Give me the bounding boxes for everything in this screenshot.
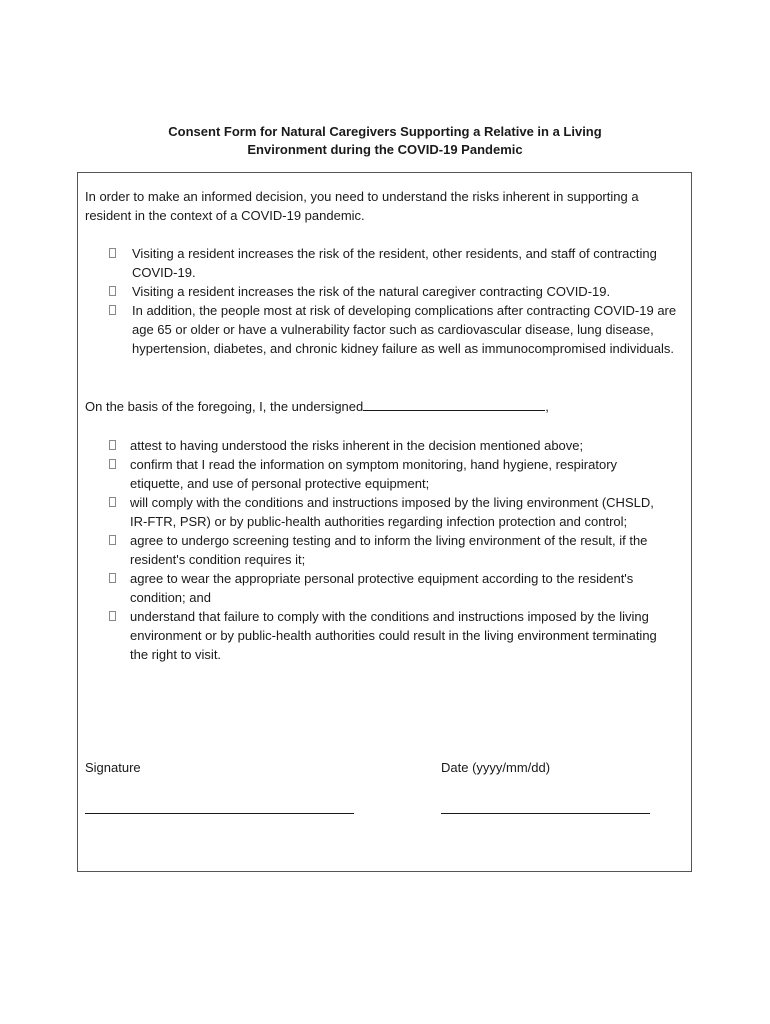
form-title-line-2: Environment during the COVID-19 Pandemic [247,142,523,157]
risk-item [78,301,688,358]
form-title-line-1: Consent Form for Natural Caregivers Supporting a Relative in a Living [168,124,602,139]
attestation-text: attest to having understood the risks inherent in the decision mentioned above; [130,438,584,453]
attestation-item [78,493,688,531]
risk-item-text: Visiting a resident increases the risk of the resident, other residents, and staff of contracting COVID-19. [132,246,657,280]
date-field[interactable] [441,813,650,814]
attestation-text: confirm that I read the information on symptom monitoring, hand hygiene, respiratory etiquette, and use of personal protective equipment; [130,457,618,491]
risk-list [78,244,688,358]
attestation-text: will comply with the conditions and instructions imposed by the living environment (CHSLD, IR-FTR, PSR) or by public-health authorities regarding infection protection and control; [130,495,654,529]
risk-item-text: In addition, the people most at risk of developing complications after contracting COVID-19 are age 65 or older or have a vulnerability factor such as cardiovascular disease, lung disease, hypertension, diabetes, and chronic kidney failure as well as immunocompromised individuals. [132,303,677,356]
checkbox-icon[interactable] [109,248,116,258]
checkbox-icon[interactable] [109,459,116,469]
attestation-item [78,531,688,569]
undersigned-text: On the basis of the foregoing, I, the undersigned [85,399,364,414]
attestation-text: agree to undergo screening testing and to inform the living environment of the result, if the resident's condition requires it; [130,533,648,567]
attestation-item [78,455,688,493]
checkbox-icon[interactable] [109,611,116,621]
attestation-item [78,569,688,607]
undersigned-name-field[interactable] [363,397,545,411]
form-title [0,123,770,159]
risk-item [78,244,688,282]
date-label: Date (yyyy/mm/dd) [441,760,551,775]
checkbox-icon[interactable] [109,440,116,450]
attestation-item [78,436,688,455]
attestation-text: agree to wear the appropriate personal protective equipment according to the resident's condition; and [130,571,634,605]
signature-field[interactable] [85,813,354,814]
consent-form-box [77,172,692,872]
checkbox-icon[interactable] [109,286,116,296]
attestation-item [78,607,688,664]
checkbox-icon[interactable] [109,497,116,507]
checkbox-icon[interactable] [109,535,116,545]
checkbox-icon[interactable] [109,305,116,315]
undersigned-suffix: , [545,399,549,414]
attestation-text: understand that failure to comply with the conditions and instructions imposed by the living environment or by public-health authorities could result in the living environment terminating the right to visit. [130,609,657,662]
intro-paragraph: In order to make an informed decision, you need to understand the risks inherent in supporting a resident in the context of a COVID-19 pandemic. [85,189,639,223]
attestation-list [78,436,688,664]
signature-label: Signature [85,760,141,775]
checkbox-icon[interactable] [109,573,116,583]
risk-item-text: Visiting a resident increases the risk of the natural caregiver contracting COVID-19. [132,284,611,299]
undersigned-statement [85,397,549,416]
risk-item [78,282,688,301]
